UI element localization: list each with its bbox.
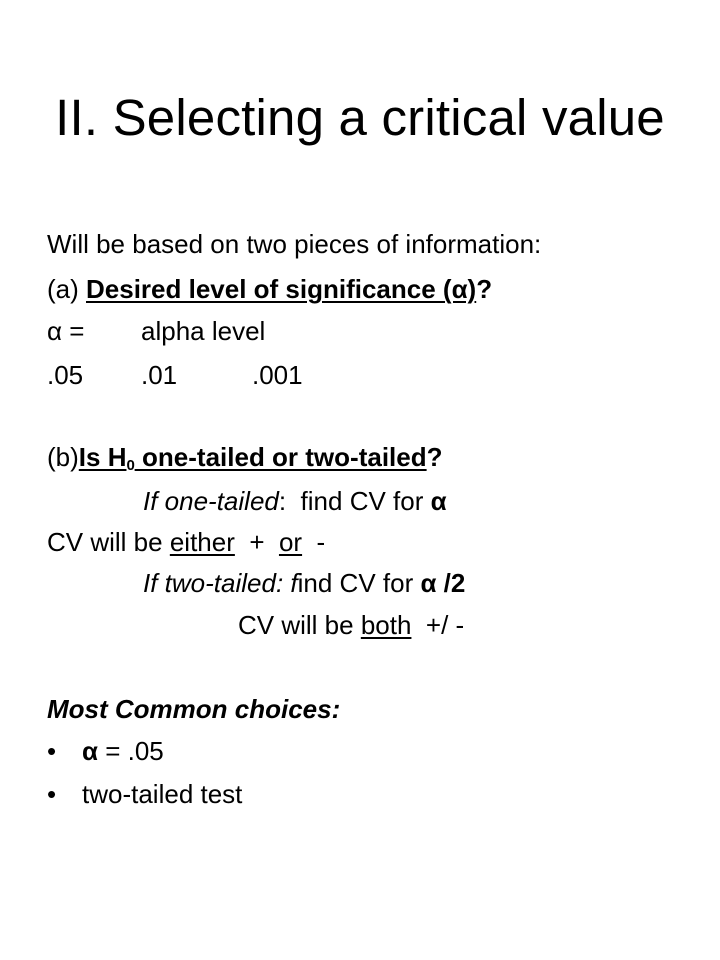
- alpha-meaning: alpha level: [141, 316, 266, 346]
- bullet-item-test: [47, 779, 242, 809]
- two-tailed-text: ind CV for: [297, 568, 421, 598]
- cv-either-pre: CV will be: [47, 527, 170, 557]
- alpha-symbol: α =: [47, 316, 85, 346]
- one-tailed-label: If one-tailed: [143, 486, 279, 516]
- item-b-line: [47, 442, 443, 472]
- cv-either-mid: +: [234, 527, 279, 557]
- cv-both-word: both: [360, 610, 412, 640]
- cv-both-post: +/ -: [411, 610, 465, 640]
- alpha-values-line: [47, 360, 303, 390]
- two-tailed-alpha: α /2: [420, 568, 466, 598]
- item-a-line: [47, 274, 492, 304]
- item-b-question: [79, 442, 427, 472]
- item-a-suffix: ?: [476, 274, 493, 304]
- two-tailed-label: If two-tailed: f: [143, 568, 298, 598]
- bullet-alpha-label: α: [82, 736, 98, 766]
- alpha-value: .01: [141, 360, 178, 390]
- slide-title: II. Selecting a critical value: [55, 89, 665, 146]
- cv-or-word: or: [278, 527, 303, 557]
- bullet-item-alpha: [47, 736, 164, 766]
- one-tailed-text: : find CV for: [278, 486, 431, 516]
- bullet-alpha-value: = .05: [97, 736, 164, 766]
- item-b-suffix: ?: [426, 442, 443, 472]
- cv-either-line: [47, 527, 325, 557]
- common-choices-heading: Most Common choices:: [47, 694, 341, 724]
- bullet-icon: •: [47, 736, 57, 766]
- cv-either-post: -: [302, 527, 326, 557]
- item-a-question: Desired level of significance (α): [86, 274, 477, 304]
- item-b-prefix: (b): [47, 442, 79, 472]
- item-b-question-start: Is H: [78, 442, 127, 472]
- item-a-prefix: (a): [47, 274, 86, 304]
- alpha-value: .001: [252, 360, 303, 390]
- alpha-definition-line: [47, 316, 265, 346]
- one-tailed-alpha: α: [430, 486, 447, 516]
- h-subscript: 0: [126, 457, 135, 474]
- bullet-icon: •: [47, 779, 57, 809]
- one-tailed-line: [143, 486, 447, 516]
- cv-either-word: either: [169, 527, 235, 557]
- two-tailed-line: [143, 568, 465, 598]
- item-b-question-end: one-tailed or two-tailed: [134, 442, 427, 472]
- intro-line: Will be based on two pieces of information:: [47, 229, 542, 259]
- alpha-value: .05: [47, 360, 84, 390]
- bullet-test-text: two-tailed test: [82, 779, 243, 809]
- cv-both-pre: CV will be: [238, 610, 361, 640]
- cv-both-line: [238, 610, 464, 640]
